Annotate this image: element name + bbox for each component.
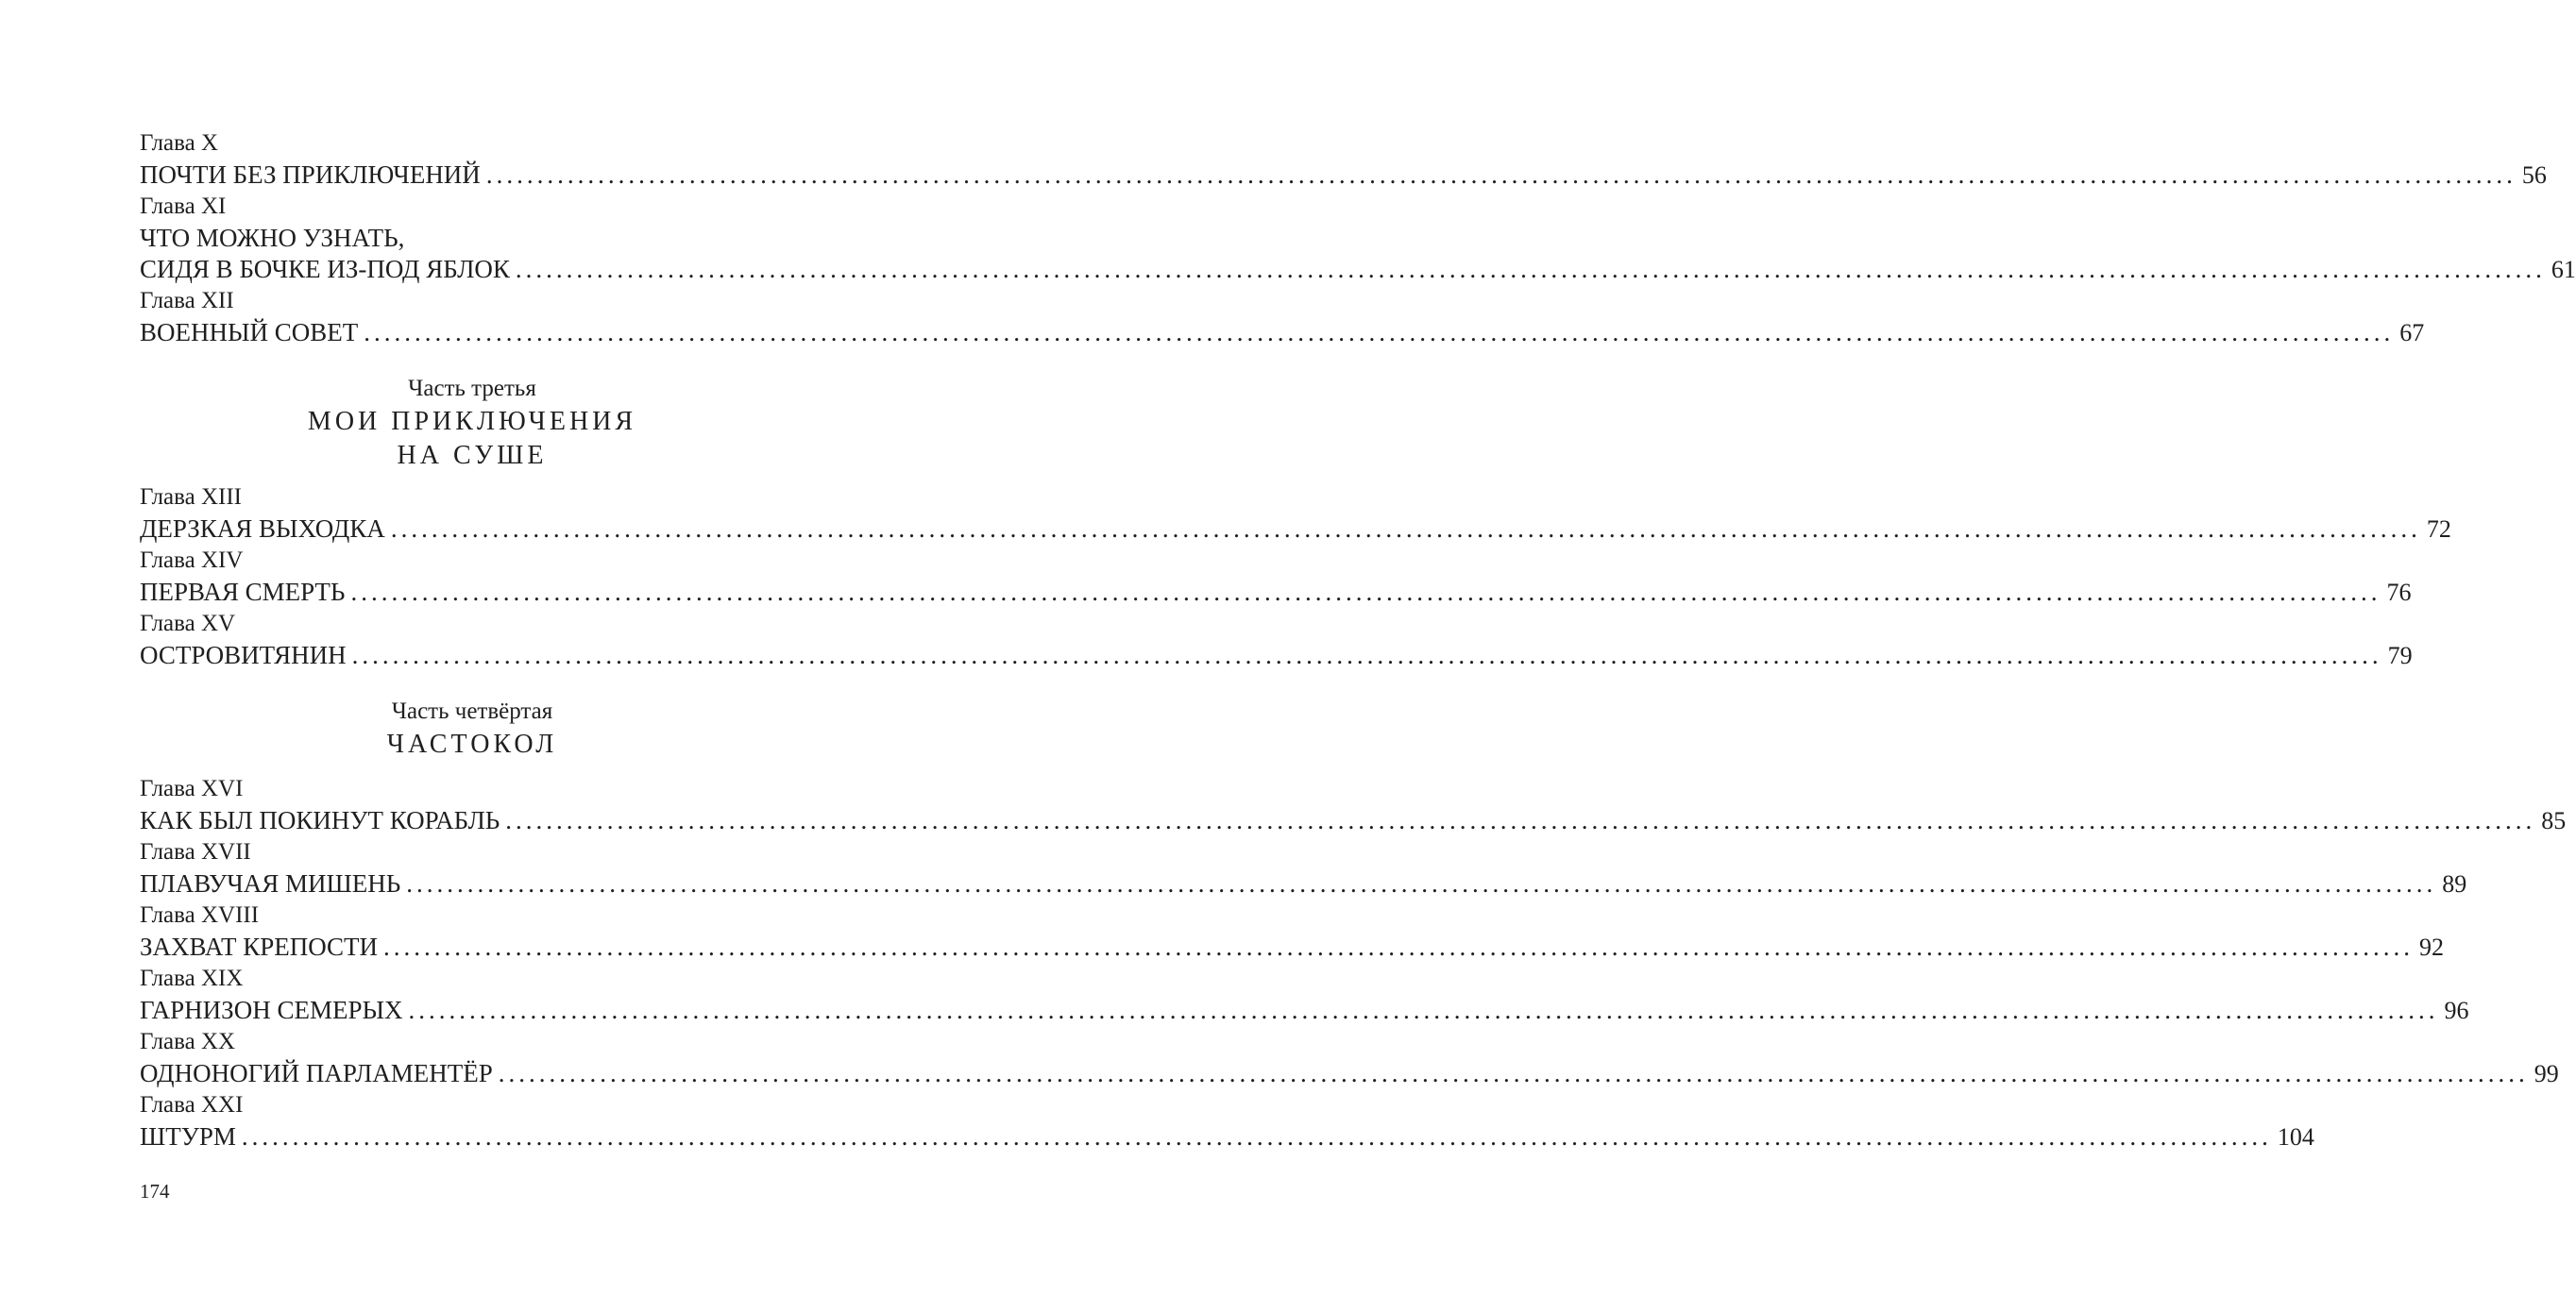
- chapter-title: ОДНОНОГИЙ ПАРЛАМЕНТЁР: [140, 1059, 493, 1087]
- toc-section-3: [140, 773, 2567, 1153]
- chapter-title: ВОЕННЫЙ СОВЕТ: [140, 318, 359, 346]
- toc-entry[interactable]: [140, 1058, 2559, 1089]
- chapter-title: ДЕРЗКАЯ ВЫХОДКА: [140, 514, 385, 543]
- dot-leader: ........................................................................................................................................................................................................: [351, 641, 2382, 669]
- toc-entry[interactable]: [140, 317, 2425, 348]
- chapter-label: Глава XIX: [140, 966, 244, 991]
- page-number: 72: [2426, 515, 2451, 543]
- chapter-title: ГАРНИЗОН СЕМЕРЫХ: [140, 996, 403, 1024]
- chapter-label: Глава XIV: [140, 547, 244, 573]
- toc-entry[interactable]: [140, 932, 2445, 963]
- part-label: Часть третья: [408, 376, 536, 401]
- part-label: Часть четвёртая: [391, 698, 553, 724]
- chapter-label: Глава XII: [140, 288, 234, 313]
- chapter-label: Глава XIII: [140, 484, 242, 510]
- dot-leader: ........................................................................................................................................................................................................: [364, 318, 2395, 346]
- toc-section-2: [140, 481, 2451, 671]
- chapter-label: Глава XX: [140, 1029, 236, 1054]
- dot-leader: ........................................................................................................................................................................................................: [406, 869, 2437, 898]
- part-heading-3: [0, 373, 944, 473]
- chapter-label: Глава XVIII: [140, 902, 260, 928]
- chapter-label: Глава XI: [140, 194, 227, 219]
- chapter-title: КАК БЫЛ ПОКИНУТ КОРАБЛЬ: [140, 806, 500, 834]
- chapter-title: ПОЧТИ БЕЗ ПРИКЛЮЧЕНИЙ: [140, 160, 481, 189]
- page-number: 92: [2419, 934, 2445, 961]
- part-heading-4: [0, 696, 944, 762]
- page-number: 96: [2444, 997, 2469, 1024]
- toc-entry[interactable]: [140, 868, 2467, 900]
- toc-entry[interactable]: [140, 577, 2412, 608]
- chapter-title: ШТУРМ: [140, 1122, 236, 1151]
- part-title: НА СУШЕ: [397, 441, 548, 470]
- chapter-title: ОСТРОВИТЯНИН: [140, 641, 347, 669]
- chapter-label: Глава XXI: [140, 1092, 244, 1118]
- chapter-title: СИДЯ В БОЧКЕ ИЗ-ПОД ЯБЛОК: [140, 255, 510, 283]
- part-title: ЧАСТОКОЛ: [386, 730, 558, 759]
- toc-entry[interactable]: [140, 805, 2567, 836]
- dot-leader: ........................................................................................................................................................................................................: [498, 1059, 2529, 1087]
- toc-entry[interactable]: [140, 640, 2413, 671]
- dot-leader: ........................................................................................................................................................................................................: [505, 806, 2536, 834]
- page-number: 67: [2399, 319, 2425, 346]
- chapter-label: Глава XVII: [140, 839, 251, 865]
- dot-leader: ........................................................................................................................................................................................................: [408, 996, 2439, 1024]
- page-number: 79: [2387, 642, 2413, 669]
- page-number: 99: [2534, 1060, 2559, 1087]
- dot-leader: ........................................................................................................................................................................................................: [350, 578, 2381, 606]
- part-title: МОИ ПРИКЛЮЧЕНИЯ: [307, 407, 637, 436]
- page-number: 56: [2521, 161, 2547, 189]
- chapter-label: Глава XVI: [140, 776, 244, 801]
- toc-entry[interactable]: [140, 160, 2547, 191]
- dot-leader: ........................................................................................................................................................................................................: [390, 514, 2421, 543]
- chapter-title: ПЕРВАЯ СМЕРТЬ: [140, 578, 346, 606]
- toc-entry[interactable]: [140, 1121, 2314, 1153]
- chapter-title: ПЛАВУЧАЯ МИШЕНЬ: [140, 869, 401, 898]
- chapter-label: Глава X: [140, 130, 219, 156]
- chapter-title: ЧТО МОЖНО УЗНАТЬ,: [140, 224, 405, 252]
- dot-leader: ........................................................................................................................................................................................................: [241, 1122, 2272, 1151]
- dot-leader: ........................................................................................................................................................................................................: [383, 933, 2415, 961]
- toc-entry[interactable]: [140, 995, 2469, 1026]
- toc-section-1: [140, 127, 2576, 348]
- toc-entry[interactable]: [140, 513, 2451, 545]
- chapter-label: Глава XV: [140, 611, 236, 636]
- page-number: 76: [2386, 579, 2412, 606]
- page-number: 61: [2551, 256, 2576, 283]
- toc-entry[interactable]: [140, 254, 2576, 285]
- dot-leader: ........................................................................................................................................................................................................: [485, 160, 2517, 189]
- page-folio: 174: [140, 1180, 170, 1203]
- page-number: 104: [2277, 1123, 2314, 1151]
- page-number: 89: [2442, 870, 2467, 898]
- dot-leader: ........................................................................................................................................................................................................: [515, 255, 2546, 283]
- page-number: 85: [2541, 807, 2567, 834]
- chapter-title: ЗАХВАТ КРЕПОСТИ: [140, 933, 379, 961]
